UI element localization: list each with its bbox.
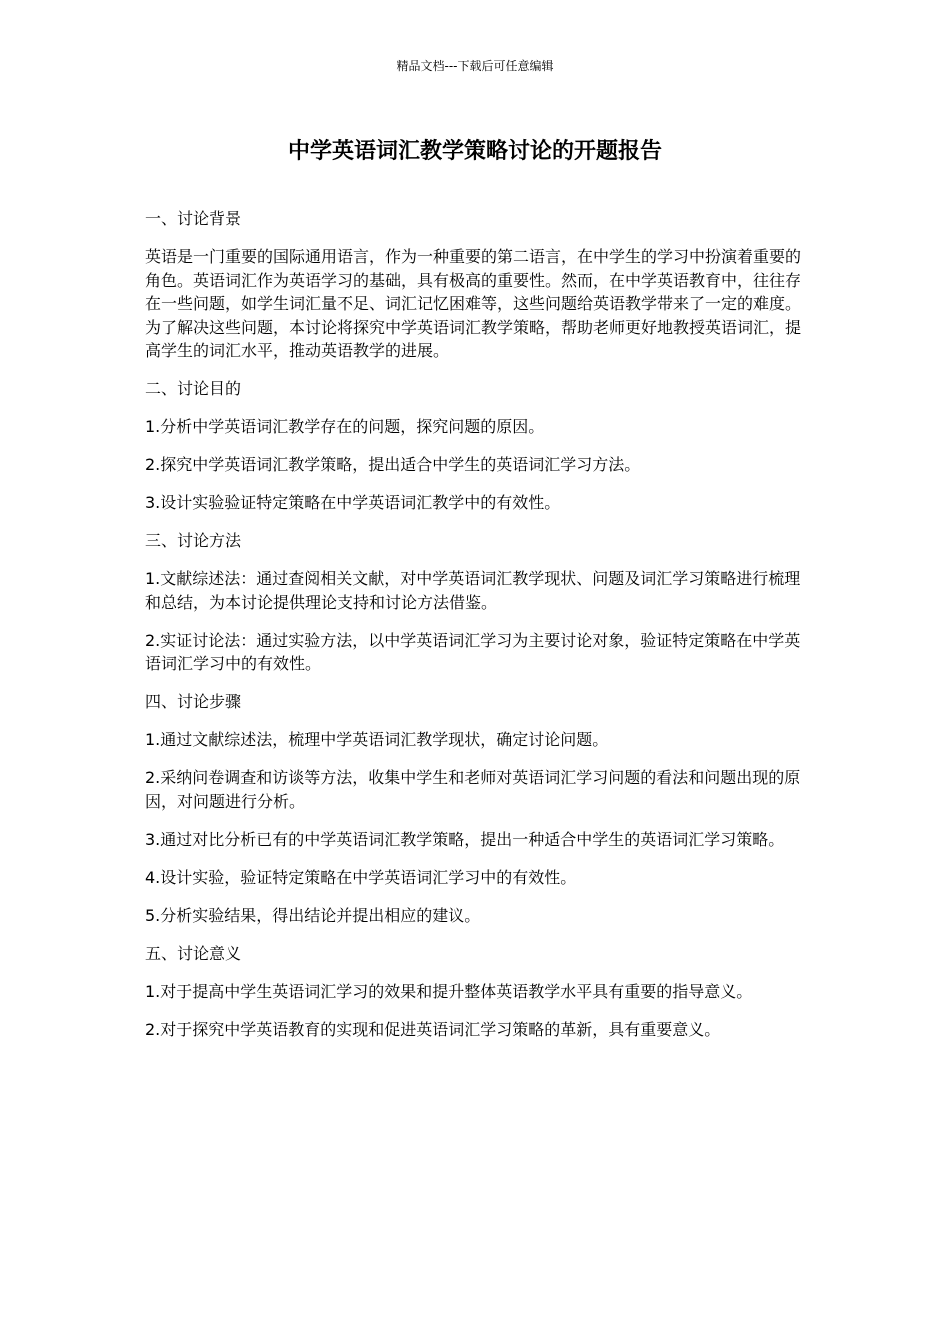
purpose-item: 1.分析中学英语词汇教学存在的问题，探究问题的原因。 xyxy=(145,417,545,436)
step-item: 1.通过文献综述法，梳理中学英语词汇教学现状，确定讨论问题。 xyxy=(145,730,609,749)
step-item: 3.通过对比分析已有的中学英语词汇教学策略，提出一种适合中学生的英语词汇学习策略。 xyxy=(145,829,785,849)
significance-item: 1.对于提高中学生英语词汇学习的效果和提升整体英语教学水平具有重要的指导意义。 xyxy=(145,981,753,1001)
section-heading-significance: 五、讨论意义 xyxy=(145,943,242,963)
significance-item: 2.对于探究中学英语教育的实现和促进英语词汇学习策略的革新，具有重要意义。 xyxy=(145,1019,721,1039)
section-heading-background: 一、讨论背景 xyxy=(145,209,242,228)
section-heading-purpose: 二、讨论目的 xyxy=(145,379,242,398)
purpose-item: 3.设计实验验证特定策略在中学英语词汇教学中的有效性。 xyxy=(145,493,561,512)
section-heading-method: 三、讨论方法 xyxy=(145,531,242,550)
method-item: 1.文献综述法：通过查阅相关文献，对中学英语词汇教学现状、问题及词汇学习策略进行梳理和总结，为本讨论提供理论支持和讨论方法借鉴。 xyxy=(145,569,801,612)
section-heading-steps: 四、讨论步骤 xyxy=(145,692,242,711)
document-title: 中学英语词汇教学策略讨论的开题报告 xyxy=(287,139,662,164)
document-body xyxy=(145,207,807,1056)
background-paragraph: 英语是一门重要的国际通用语言，作为一种重要的第二语言，在中学生的学习中扮演着重要的角色。英语词汇作为英语学习的基础，具有极高的重要性。然而，在中学英语教育中，往往存在一些问题，如学生词汇量不足、词汇记忆困难等，这些问题给英语教学带来了一定的难度。为了解决这些问题，本讨论将探究中学英语词汇教学策略，帮助老师更好地教授英语词汇，提高学生的词汇水平，推动英语教学的进展。 xyxy=(145,247,802,360)
step-item: 4.设计实验，验证特定策略在中学英语词汇学习中的有效性。 xyxy=(145,867,577,887)
method-item: 2.实证讨论法：通过实验方法，以中学英语词汇学习为主要讨论对象，验证特定策略在中学英语词汇学习中的有效性。 xyxy=(145,630,801,673)
purpose-item: 2.探究中学英语词汇教学策略，提出适合中学生的英语词汇学习方法。 xyxy=(145,455,641,474)
step-item: 2.采纳问卷调查和访谈等方法，收集中学生和老师对英语词汇学习问题的看法和问题出现的原因，对问题进行分析。 xyxy=(145,768,801,811)
header-note: 精品文档---下载后可任意编辑 xyxy=(396,59,554,73)
step-item: 5.分析实验结果，得出结论并提出相应的建议。 xyxy=(145,905,481,925)
